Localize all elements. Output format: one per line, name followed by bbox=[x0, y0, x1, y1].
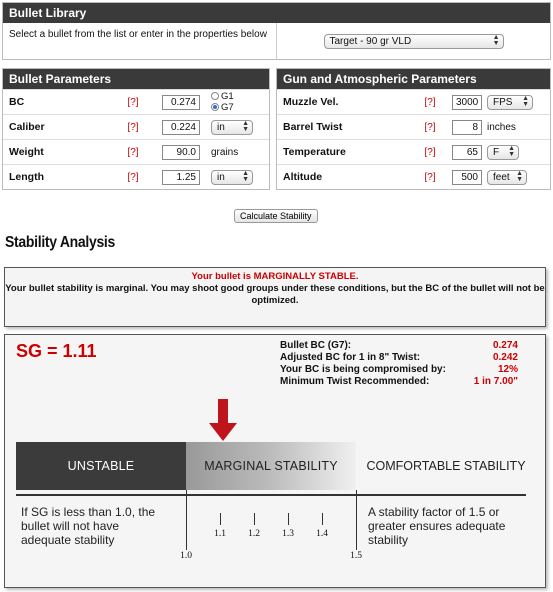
tick-label: 1.0 bbox=[180, 551, 192, 561]
radio-icon bbox=[211, 92, 219, 100]
twist-input[interactable]: 8 bbox=[452, 120, 482, 135]
muzzle-help-link[interactable]: [?] bbox=[424, 96, 436, 108]
altitude-help-link[interactable]: [?] bbox=[424, 171, 436, 183]
select-arrows-icon: ▲ ▼ bbox=[492, 34, 500, 47]
stability-message-body: Your bullet stability is marginal. You may shoot good groups under these conditions, but the BC of the bullet will not be optimized. bbox=[5, 283, 545, 306]
select-arrows-icon: ▲ ▼ bbox=[242, 170, 249, 183]
temperature-row bbox=[277, 139, 550, 164]
comfortable-zone: COMFORTABLE STABILITY bbox=[366, 459, 526, 473]
g7-radio[interactable] bbox=[211, 102, 234, 113]
bullet-library-header: Bullet Library bbox=[3, 3, 550, 23]
stat-label: Adjusted BC for 1 in 8" Twist: bbox=[280, 352, 421, 363]
radio-selected-icon bbox=[211, 103, 219, 111]
muzzle-label: Muzzle Vel. bbox=[283, 96, 339, 108]
g7-label: G7 bbox=[221, 102, 234, 113]
weight-row bbox=[3, 139, 269, 164]
altitude-label: Altitude bbox=[283, 171, 323, 183]
bc-label: BC bbox=[9, 96, 25, 108]
altitude-unit-value: feet bbox=[493, 171, 510, 183]
calculate-stability-button[interactable]: Calculate Stability bbox=[234, 209, 318, 223]
bullet-library-panel bbox=[2, 2, 551, 60]
length-unit-value: in bbox=[217, 171, 225, 183]
tick-1-2 bbox=[254, 513, 255, 525]
length-row bbox=[3, 164, 269, 189]
length-input[interactable]: 1.25 bbox=[162, 170, 200, 185]
bullet-parameters-panel bbox=[2, 68, 270, 190]
stat-label: Bullet BC (G7): bbox=[280, 340, 352, 351]
library-description: Select a bullet from the list or enter in the properties below bbox=[3, 23, 277, 59]
tick-label: 1.3 bbox=[282, 529, 294, 539]
muzzle-input[interactable]: 3000 bbox=[452, 95, 482, 110]
gun-parameters-panel bbox=[276, 68, 551, 190]
temperature-help-link[interactable]: [?] bbox=[424, 146, 436, 158]
g1-radio[interactable] bbox=[211, 91, 234, 102]
stat-label: Your BC is being compromised by: bbox=[280, 364, 446, 375]
bullet-select-value: Target - 90 gr VLD bbox=[329, 35, 412, 47]
caliber-help-link[interactable]: [?] bbox=[127, 121, 139, 133]
temperature-label: Temperature bbox=[283, 146, 346, 158]
temperature-input[interactable]: 65 bbox=[452, 145, 482, 160]
tick-1-0 bbox=[186, 490, 187, 550]
stat-value: 0.242 bbox=[492, 352, 518, 363]
weight-unit: grains bbox=[211, 146, 239, 158]
marginal-zone: MARGINAL STABILITY bbox=[186, 442, 356, 490]
muzzle-unit-select[interactable] bbox=[487, 95, 533, 110]
select-arrows-icon: ▲ ▼ bbox=[522, 95, 529, 108]
altitude-row bbox=[277, 164, 550, 189]
length-unit-select[interactable] bbox=[211, 170, 253, 185]
stat-value: 0.274 bbox=[492, 340, 518, 351]
stat-value: 12% bbox=[497, 364, 518, 375]
unstable-description: If SG is less than 1.0, the bullet will not have adequate stability bbox=[21, 505, 156, 547]
weight-label: Weight bbox=[9, 146, 44, 158]
tick-label: 1.5 bbox=[350, 551, 362, 561]
select-arrows-icon: ▲ ▼ bbox=[242, 120, 249, 133]
gun-parameters-header: Gun and Atmospheric Parameters bbox=[277, 69, 550, 89]
bc-help-link[interactable]: [?] bbox=[127, 96, 139, 108]
temperature-unit-select[interactable] bbox=[487, 145, 519, 160]
bullet-select[interactable] bbox=[324, 34, 504, 49]
stat-row bbox=[280, 376, 518, 388]
stability-message-title: Your bullet is MARGINALLY STABLE. bbox=[191, 271, 359, 282]
select-arrows-icon: ▲ ▼ bbox=[516, 170, 523, 183]
stability-message-box bbox=[4, 267, 546, 327]
comfortable-description: A stability factor of 1.5 or greater ensures adequate stability bbox=[368, 505, 506, 547]
sg-value: SG = 1.11 bbox=[16, 341, 97, 361]
bullet-parameters-header: Bullet Parameters bbox=[3, 69, 269, 89]
stat-row bbox=[280, 352, 518, 364]
temperature-unit-value: F bbox=[493, 146, 500, 158]
caliber-input[interactable]: 0.224 bbox=[162, 120, 200, 135]
stat-label: Minimum Twist Recommended: bbox=[280, 376, 430, 387]
length-label: Length bbox=[9, 171, 44, 183]
altitude-unit-select[interactable] bbox=[487, 170, 527, 185]
tick-label: 1.1 bbox=[214, 529, 226, 539]
length-help-link[interactable]: [?] bbox=[127, 171, 139, 183]
tick-label: 1.2 bbox=[248, 529, 260, 539]
muzzle-row bbox=[277, 89, 550, 114]
weight-input[interactable]: 90.0 bbox=[162, 145, 200, 160]
stat-row bbox=[280, 364, 518, 376]
stability-scale-bar bbox=[16, 442, 356, 490]
weight-help-link[interactable]: [?] bbox=[127, 146, 139, 158]
select-arrows-icon: ▲ ▼ bbox=[508, 145, 515, 158]
twist-unit: inches bbox=[487, 121, 516, 133]
caliber-row bbox=[3, 114, 269, 139]
caliber-label: Caliber bbox=[9, 121, 45, 133]
stability-stats bbox=[280, 340, 518, 388]
twist-help-link[interactable]: [?] bbox=[424, 121, 436, 133]
tick-1-5 bbox=[356, 490, 357, 550]
tick-1-1 bbox=[220, 513, 221, 525]
g1-label: G1 bbox=[221, 91, 234, 102]
tick-label: 1.4 bbox=[316, 529, 328, 539]
stat-value: 1 in 7.00" bbox=[473, 376, 518, 387]
caliber-unit-select[interactable] bbox=[211, 120, 253, 135]
stat-row bbox=[280, 340, 518, 352]
stability-results-box bbox=[4, 334, 546, 588]
twist-row bbox=[277, 114, 550, 139]
stability-analysis-title: Stability Analysis bbox=[5, 231, 116, 251]
sg-indicator-arrow-icon bbox=[209, 399, 237, 441]
caliber-unit-value: in bbox=[217, 121, 225, 133]
altitude-input[interactable]: 500 bbox=[452, 170, 482, 185]
bc-row bbox=[3, 89, 269, 114]
bc-input[interactable]: 0.274 bbox=[162, 95, 200, 110]
tick-1-4 bbox=[322, 513, 323, 525]
scale-axis bbox=[16, 494, 526, 496]
unstable-zone: UNSTABLE bbox=[16, 442, 186, 490]
muzzle-unit-value: FPS bbox=[493, 96, 513, 108]
twist-label: Barrel Twist bbox=[283, 121, 343, 133]
tick-1-3 bbox=[288, 513, 289, 525]
